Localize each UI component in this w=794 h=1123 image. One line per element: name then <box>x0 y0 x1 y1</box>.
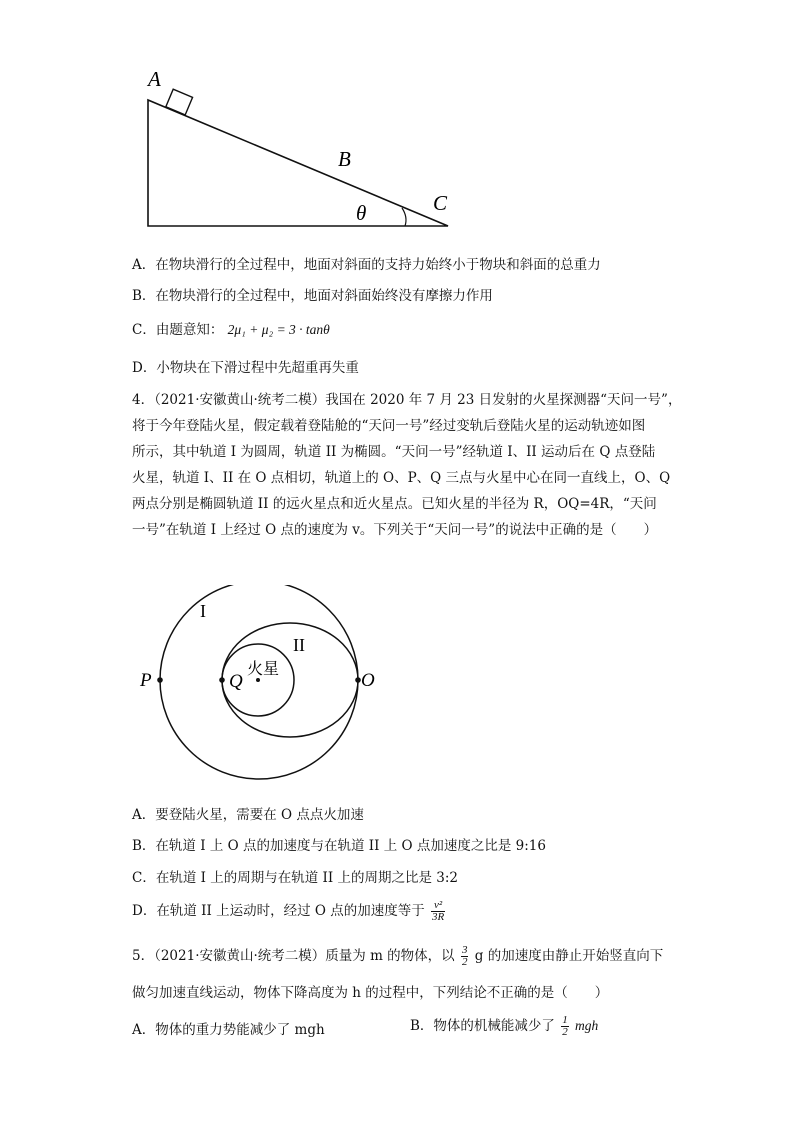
q4-option-a: A．要登陆火星，需要在 O 点点火加速 <box>132 807 364 823</box>
q4-option-b: B．在轨道 I 上 O 点的加速度与在轨道 II 上 O 点加速度之比是 9:16 <box>132 838 546 854</box>
q5-option-b-suffix: mgh <box>575 1018 599 1033</box>
label-Q: Q <box>229 671 243 692</box>
label-P: P <box>140 670 152 691</box>
q4-stem-line-2: 将于今年登陆火星，假定载着登陆舱的“天问一号”经过变轨后登陆火星的运动轨迹如图 <box>132 418 646 434</box>
q3-option-a: A．在物块滑行的全过程中，地面对斜面的支持力始终小于物块和斜面的总重力 <box>132 257 601 273</box>
q4-option-d-num: v² <box>431 900 445 912</box>
q5-stem-line-1-b: g 的加速度由静止开始竖直向下 <box>474 948 664 964</box>
q3-option-c <box>132 320 330 340</box>
q5-stem-line-1 <box>132 945 663 968</box>
q3-option-c-formula: 2μ₁ + μ₂ = 3 · tanθ <box>227 322 330 337</box>
q5-frac1-num: 3 <box>461 944 468 956</box>
q4-option-d-prefix: D．在轨道 II 上运动时，经过 O 点的加速度等于 <box>132 903 425 919</box>
q3-option-d: D．小物块在下滑过程中先超重再失重 <box>132 360 359 376</box>
q4-option-d-den: 3R <box>432 911 445 923</box>
point-P <box>157 677 163 683</box>
q4-stem-line-6: 一号”在轨道 I 上经过 O 点的速度为 v。下列关于“天问一号”的说法中正确的是（ ） <box>132 522 658 538</box>
orbit-I-circle <box>160 585 358 779</box>
q5-stem-line-2: 做匀加速直线运动，物体下降高度为 h 的过程中，下列结论不正确的是（ ） <box>132 985 609 1001</box>
label-C: C <box>433 191 448 215</box>
block <box>166 89 193 115</box>
label-A: A <box>148 67 161 91</box>
q3-option-b: B．在物块滑行的全过程中，地面对斜面始终没有摩擦力作用 <box>132 288 493 304</box>
label-O: O <box>361 670 375 691</box>
q5-frac2-num: 1 <box>562 1014 568 1026</box>
q4-stem-line-3: 所示，其中轨道 I 为圆周，轨道 II 为椭圆。“天问一号”经轨道 I、II 运动后在 Q 点登陆 <box>132 444 656 460</box>
label-theta: θ <box>356 201 367 225</box>
label-orbit-II: II <box>293 635 305 655</box>
q4-option-d <box>132 900 447 923</box>
q4-stem-line-4: 火星，轨道 I、II 在 O 点相切，轨道上的 O、P、Q 三点与火星中心在同一直线上，O、Q <box>132 470 671 486</box>
q5-option-a: A．物体的重力势能减少了 mgh <box>132 1022 325 1038</box>
q5-frac2-den: 2 <box>562 1026 568 1038</box>
q4-option-c: C．在轨道 I 上的周期与在轨道 II 上的周期之比是 3:2 <box>132 870 459 886</box>
label-B: B <box>338 147 351 171</box>
q5-option-b <box>410 1015 598 1038</box>
orbit-figure <box>130 585 390 785</box>
q5-fraction-3-2 <box>461 945 469 968</box>
q5-frac1-den: 2 <box>461 956 468 968</box>
label-orbit-I: I <box>200 601 206 621</box>
q3-option-c-prefix: C．由题意知： <box>132 322 224 338</box>
angle-arc <box>402 208 406 226</box>
incline-figure <box>120 60 480 240</box>
mars-center <box>256 678 260 682</box>
point-O <box>355 677 361 683</box>
q5-fraction-1-2 <box>561 1015 569 1038</box>
q4-stem-line-5: 两点分别是椭圆轨道 II 的远火星点和近火星点。已知火星的半径为 R，OQ=4R，“天问 <box>132 496 657 512</box>
q4-stem-line-1: 4．（2021·安徽黄山·统考二模）我国在 2020 年 7 月 23 日发射的火星探测器“天问一号”， <box>132 392 682 408</box>
label-mars: 火星 <box>247 659 280 678</box>
incline-triangle <box>148 100 448 226</box>
q5-stem-line-1-a: 5．（2021·安徽黄山·统考二模）质量为 m 的物体，以 <box>132 948 455 964</box>
point-Q <box>219 677 225 683</box>
q5-option-b-prefix: B．物体的机械能减少了 <box>410 1018 555 1034</box>
q4-option-d-fraction <box>431 900 445 923</box>
